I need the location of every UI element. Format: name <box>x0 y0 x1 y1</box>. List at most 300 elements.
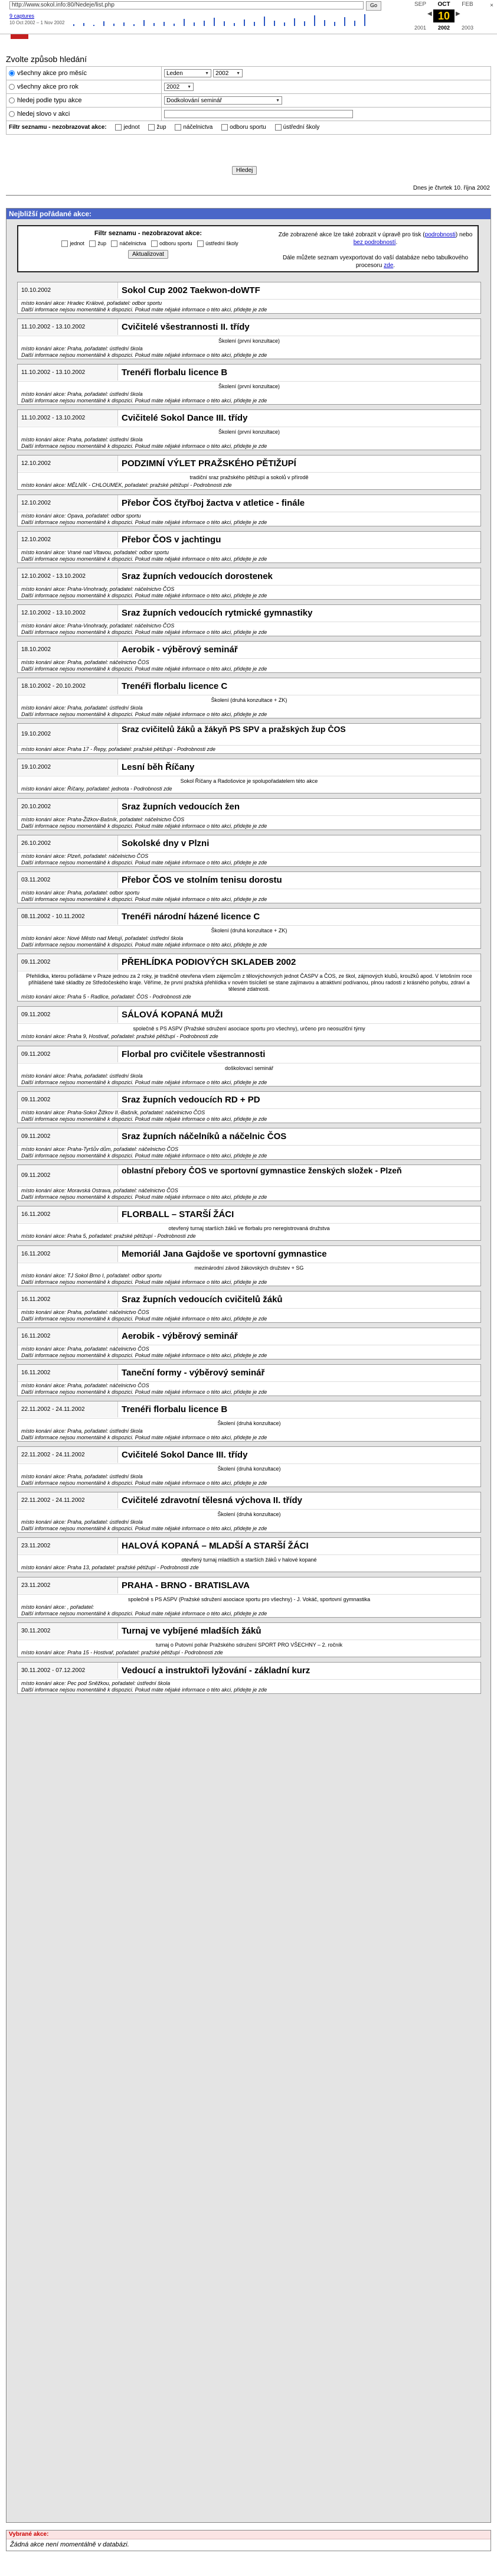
panel-filter-label: náčelnictva <box>119 240 146 246</box>
event-header <box>18 835 480 853</box>
event-note: Další informace nejsou momentálně k dispozici. Pokud máte nějaké informace o této akci, přidejte je zde <box>21 1526 267 1531</box>
filter-label-odbor-sportu: odboru sportu <box>230 124 266 131</box>
event-date: 12.10.2002 - 13.10.2002 <box>18 568 118 584</box>
event-meta: místo konání akce: Praha-Tyršův dům, pořadatel: náčelnictvo ČOS <box>21 1146 178 1152</box>
event-title: Sokolské dny v Plzni <box>122 838 210 848</box>
event-title: PRAHA - BRNO - BRATISLAVA <box>122 1580 250 1591</box>
event-title: Cvičitelé Sokol Dance III. třídy <box>122 1450 248 1460</box>
event-card <box>17 1622 481 1657</box>
event-note: Další informace nejsou momentálně k dispozici. Pokud máte nějaké informace o této akci, přidejte je zde <box>21 1687 267 1693</box>
search-row-type <box>6 94 491 108</box>
event-header <box>18 1128 480 1146</box>
event-title: Cvičitelé všestrannosti II. třídy <box>122 322 250 332</box>
event-meta: místo konání akce: Praha, pořadatel: náčelnictvo ČOS <box>21 1346 149 1352</box>
selected-events-empty: Žádná akce není momentálně v databázi. <box>10 2541 129 2548</box>
year-select[interactable]: 2002 ▼ <box>213 69 243 77</box>
event-title: Sraz župních vedoucích cvičitelů žáků <box>122 1294 283 1305</box>
filter-label-jednot: jednot <box>123 124 140 131</box>
event-title: Sraz župních vedoucích dorostenek <box>122 571 273 581</box>
wayback-day-current: 10 <box>433 9 455 22</box>
wayback-capture-bar <box>334 22 335 26</box>
event-meta: místo konání akce: Praha, pořadatel: ústřední škola <box>21 1428 143 1434</box>
wayback-url-input[interactable]: http://www.sokol.info:80/Nedeje/list.php <box>9 1 364 9</box>
wayback-capture-bar <box>354 21 355 26</box>
event-header <box>18 872 480 889</box>
event-header <box>18 410 480 427</box>
event-title: PŘEHLÍDKA PODIOVÝCH SKLADEB 2002 <box>122 957 296 967</box>
wayback-go-button[interactable]: Go <box>366 1 381 11</box>
site-logo-fragment <box>11 34 28 39</box>
event-header <box>18 1578 480 1595</box>
event-card <box>17 364 481 405</box>
radio-month-label: všechny akce pro měsíc <box>17 70 87 77</box>
event-date: 16.11.2002 <box>18 1292 118 1307</box>
filter-label: Filtr seznamu - nezobrazovat akce: <box>9 124 107 131</box>
event-card <box>17 1364 481 1396</box>
event-card <box>17 908 481 949</box>
event-header <box>18 1206 480 1224</box>
search-row-word <box>6 108 491 121</box>
event-date: 16.11.2002 <box>18 1246 118 1262</box>
radio-word[interactable] <box>9 111 15 117</box>
panel-filter-checkboxes <box>24 240 272 247</box>
event-meta: místo konání akce: Praha-Žižkov-Bašník, pořadatel: náčelnictvo ČOS <box>21 817 185 822</box>
event-description: otevřený turnaj mladších a starších žáků v halové kopané <box>181 1557 317 1563</box>
event-meta: místo konání akce: Moravská Ostrava, pořadatel: náčelnictvo ČOS <box>21 1188 178 1193</box>
print-details-link[interactable]: podrobnosti <box>424 232 456 238</box>
event-title: Sraz cvičitelů žáků a žákyň PS SPV a pražských žup ČOS <box>122 725 346 734</box>
event-header <box>18 1623 480 1640</box>
event-meta: místo konání akce: Praha, pořadatel: odbor sportu <box>21 890 140 896</box>
event-header <box>18 1663 480 1680</box>
event-header <box>18 724 480 746</box>
wayback-capture-bar <box>274 21 275 26</box>
event-description: tradiční sraz pražského pětižupí a sokolů v přírodě <box>189 474 309 480</box>
event-meta: místo konání akce: Praha, pořadatel: ústřední škola <box>21 346 143 352</box>
radio-year[interactable] <box>9 84 15 90</box>
event-header <box>18 532 480 549</box>
event-card <box>17 409 481 450</box>
event-note: Další informace nejsou momentálně k dispozici. Pokud máte nějaké informace o této akci, přidejte je zde <box>21 1611 267 1616</box>
event-meta: místo konání akce: Praha, pořadatel: ústřední škola <box>21 391 143 397</box>
event-title: Sraz župních vedoucích RD + PD <box>122 1095 260 1105</box>
event-note: Další informace nejsou momentálně k dispozici. Pokud máte nějaké informace o této akci, přidejte je zde <box>21 1316 267 1322</box>
event-note: Další informace nejsou momentálně k dispozici. Pokud máte nějaké informace o této akci, přidejte je zde <box>21 1480 267 1486</box>
event-title: Sraz župních vedoucích žen <box>122 802 240 812</box>
wayback-prev-arrow-icon[interactable]: ◀ <box>427 11 432 17</box>
event-date: 18.10.2002 <box>18 642 118 658</box>
event-meta: místo konání akce: MĚLNÍK - CHLOUMEK, pořadatel: pražské pětižupí - Podrobnosti zde <box>21 482 232 488</box>
event-description: Školení (druhá konzultace) <box>217 1420 281 1426</box>
wayback-month-current: OCT <box>437 1 450 8</box>
wayback-capture-bar <box>83 23 84 26</box>
wayback-year-current: 2002 <box>437 25 450 31</box>
event-date: 19.10.2002 <box>18 724 118 744</box>
wayback-capture-bar <box>103 21 104 26</box>
event-date: 10.10.2002 <box>18 282 118 298</box>
wayback-capture-bar <box>234 23 235 26</box>
wayback-captures <box>9 13 34 19</box>
event-title: Cvičitelé zdravotní tělesná výchova II. třídy <box>122 1495 302 1505</box>
event-header <box>18 678 480 695</box>
event-title: Vedoucí a instruktoři lyžování - základní kurz <box>122 1666 310 1676</box>
event-meta: místo konání akce: Praha-Vinohrady, pořadatel: náčelnictvo ČOS <box>21 586 175 592</box>
event-header <box>18 909 480 926</box>
event-header <box>18 1046 480 1063</box>
event-card <box>17 1662 481 1694</box>
event-description: mezinárodní závod žákovských družstev + SG <box>194 1265 304 1271</box>
event-date: 11.10.2002 - 13.10.2002 <box>18 365 118 380</box>
event-card <box>17 1128 481 1160</box>
event-date: 12.10.2002 - 13.10.2002 <box>18 605 118 621</box>
print-no-details-link[interactable]: bez podrobností <box>353 239 396 246</box>
event-header <box>18 319 480 336</box>
radio-type-label: hledej podle typu akce <box>17 97 82 104</box>
wayback-month-next[interactable]: FEB <box>462 1 473 8</box>
event-title: FLORBALL – STARŠÍ ŽÁCI <box>122 1209 234 1219</box>
event-header <box>18 1292 480 1309</box>
wayback-capture-bar <box>284 22 285 26</box>
event-note: Další informace nejsou momentálně k dispozici. Pokud máte nějaké informace o této akci, přidejte je zde <box>21 307 267 313</box>
wayback-capture-bar <box>244 19 245 26</box>
event-note: Další informace nejsou momentálně k dispozici. Pokud máte nějaké informace o této akci, přidejte je zde <box>21 519 267 525</box>
event-date: 16.11.2002 <box>18 1206 118 1222</box>
wayback-capture-bar <box>164 22 165 26</box>
type-select[interactable]: Dodkolování seminář ▼ <box>164 96 282 105</box>
event-meta: místo konání akce: Praha 13, pořadatel: pražské pětižupí - Podrobnosti zde <box>21 1565 199 1570</box>
event-meta: místo konání akce: Praha-Sokol Žižkov II.-Bašník, pořadatel: náčelnictvo ČOS <box>21 1110 205 1115</box>
event-card <box>17 759 481 793</box>
event-card <box>17 1446 481 1487</box>
event-card <box>17 1291 481 1323</box>
event-meta: místo konání akce: Praha, pořadatel: náčelnictvo ČOS <box>21 1383 149 1388</box>
event-card <box>17 835 481 867</box>
event-header <box>18 365 480 382</box>
event-date: 09.11.2002 <box>18 1128 118 1144</box>
event-title: Přebor ČOS čtyřboj žactva v atletice - finále <box>122 498 305 508</box>
event-meta: místo konání akce: Pec pod Sněžkou, pořadatel: ústřední škola <box>21 1680 171 1686</box>
event-note: Další informace nejsou momentálně k dispozici. Pokud máte nějaké informace o této akci, přidejte je zde <box>21 1435 267 1440</box>
wayback-capture-bar <box>344 17 345 26</box>
event-date: 20.10.2002 <box>18 799 118 815</box>
event-header <box>18 456 480 473</box>
event-date: 08.11.2002 - 10.11.2002 <box>18 909 118 925</box>
event-card <box>17 1245 481 1286</box>
event-header <box>18 1165 480 1187</box>
event-card <box>17 678 481 718</box>
event-header <box>18 954 480 971</box>
event-meta: místo konání akce: Praha, pořadatel: ústřední škola <box>21 1474 143 1479</box>
event-note: Další informace nejsou momentálně k dispozici. Pokud máte nějaké informace o této akci, přidejte je zde <box>21 942 267 948</box>
panel-filter-label: jednot <box>70 240 84 246</box>
wayback-capture-bar <box>254 22 255 26</box>
wayback-toolbar <box>0 0 497 34</box>
event-description: Školení (první konzultace) <box>218 383 280 389</box>
event-title: Florbal pro cvičitele všestrannosti <box>122 1049 266 1059</box>
filter-label-nacelnictva: náčelnictva <box>183 124 213 131</box>
event-date: 30.11.2002 - 07.12.2002 <box>18 1663 118 1679</box>
event-date: 16.11.2002 <box>18 1328 118 1344</box>
event-description: Přehlídka, kterou pořádáme v Praze jednou za 2 roky, je tradičně otevřena všem zájemcům z tělovýchovných jednot ČASPV a ČOS, ze škol, zájmových klubů, kroužků apod. V letošním roce přihlášené také skladby ze Středočeského kraje. Věříme, že první pražská přehlídka v novém tisíciletí se stane zajímavou a atraktivní podívanou, plnou radosti z krásného pohybu, zdraví a tělesné zdatnosti. <box>26 973 472 992</box>
event-meta: místo konání akce: Praha 17 - Řepy, pořadatel: pražské pětižupí - Podrobnosti zde <box>21 746 216 752</box>
wayback-capture-graph[interactable] <box>71 13 378 26</box>
event-card <box>17 455 481 490</box>
year-only-select[interactable]: 2002 ▼ <box>164 83 194 91</box>
panel-filter-label: odboru sportu <box>159 240 192 246</box>
event-card <box>17 723 481 754</box>
event-description: Školení (první konzultace) <box>218 429 280 435</box>
event-description: společně s PS ASPV (Pražské sdružení asociace sportu pro všechny) - J. Vokáč, sportovní gymnastika <box>127 1596 371 1602</box>
event-meta: místo konání akce: Nové Město nad Metují, pořadatel: ústřední škola <box>21 935 184 941</box>
search-row-month <box>6 67 491 80</box>
event-card <box>17 1091 481 1123</box>
event-header <box>18 495 480 512</box>
event-title: Turnaj ve vybíjené mladších žáků <box>122 1626 261 1636</box>
wayback-capture-bar <box>113 24 115 26</box>
event-meta: místo konání akce: Praha, pořadatel: ústřední škola <box>21 437 143 443</box>
selected-events-box <box>6 2530 491 2551</box>
event-date: 09.11.2002 <box>18 1046 118 1062</box>
event-header <box>18 799 480 816</box>
panel-filter-box <box>17 225 479 272</box>
event-header <box>18 1538 480 1555</box>
close-icon[interactable]: × <box>490 2 493 9</box>
event-date: 12.10.2002 <box>18 532 118 548</box>
wayback-captures-link[interactable]: 9 captures <box>9 13 35 19</box>
event-note: Další informace nejsou momentálně k dispozici. Pokud máte nějaké informace o této akci, přidejte je zde <box>21 711 267 717</box>
event-meta: místo konání akce: , pořadatel: <box>21 1604 94 1610</box>
event-header <box>18 1246 480 1263</box>
event-note: Další informace nejsou momentálně k dispozici. Pokud máte nějaké informace o této akci, přidejte je zde <box>21 1279 267 1285</box>
event-note: Další informace nejsou momentálně k dispozici. Pokud máte nějaké informace o této akci, přidejte je zde <box>21 556 267 562</box>
wayback-capture-bar <box>314 15 315 26</box>
wayback-capture-bar <box>153 23 155 26</box>
event-date: 03.11.2002 <box>18 872 118 888</box>
event-description: Školení (druhá konzultace) <box>217 1511 281 1517</box>
event-date: 22.11.2002 - 24.11.2002 <box>18 1401 118 1417</box>
event-note: Další informace nejsou momentálně k dispozici. Pokud máte nějaké informace o této akci, přidejte je zde <box>21 629 267 635</box>
chevron-down-icon: ▼ <box>276 99 280 103</box>
event-meta: místo konání akce: Plzeň, pořadatel: náčelnictvo ČOS <box>21 853 149 859</box>
filter-checkbox-ustredni-skoly[interactable] <box>275 124 282 131</box>
panel-filter-checkbox-odbor-sportu[interactable] <box>151 240 158 247</box>
wayback-capture-bar <box>133 24 135 26</box>
selected-events-title: Vybrané akce: <box>6 2531 491 2539</box>
filter-label-zup: žup <box>156 124 166 131</box>
event-card <box>17 871 481 903</box>
event-meta: místo konání akce: Říčany, pořadatel: jednota - Podrobnosti zde <box>21 786 172 792</box>
event-meta: místo konání akce: Vrané nad Vltavou, pořadatel: odbor sportu <box>21 549 169 555</box>
event-title: Trenéři florbalu licence B <box>122 1404 228 1414</box>
event-card <box>17 282 481 314</box>
chevron-down-icon: ▼ <box>236 71 241 76</box>
event-card <box>17 604 481 636</box>
event-card <box>17 1165 481 1201</box>
event-note: Další informace nejsou momentálně k dispozici. Pokud máte nějaké informace o této akci, přidejte je zde <box>21 1079 267 1085</box>
event-meta: místo konání akce: Praha, pořadatel: náčelnictvo ČOS <box>21 1309 149 1315</box>
event-note: Další informace nejsou momentálně k dispozici. Pokud máte nějaké informace o této akci, přidejte je zde <box>21 1352 267 1358</box>
wayback-capture-bar <box>204 21 205 26</box>
event-date: 18.10.2002 - 20.10.2002 <box>18 678 118 694</box>
event-description: Školení (druhá konzultace + ZK) <box>211 697 287 703</box>
chevron-down-icon: ▼ <box>187 85 191 89</box>
event-card <box>17 1537 481 1572</box>
event-card <box>17 641 481 673</box>
event-title: Trenéři florbalu licence C <box>122 681 228 691</box>
event-header <box>18 1365 480 1382</box>
event-note: Další informace nejsou momentálně k dispozici. Pokud máte nějaké informace o této akci, přidejte je zde <box>21 352 267 358</box>
event-title: oblastní přebory ČOS ve sportovní gymnastice ženských složek - Plzeň <box>122 1166 402 1175</box>
event-title: Sokol Cup 2002 Taekwon-doWTF <box>122 285 260 295</box>
event-meta: místo konání akce: Hradec Králové, pořadatel: odbor sportu <box>21 300 162 306</box>
event-date: 09.11.2002 <box>18 1092 118 1108</box>
event-date: 11.10.2002 - 13.10.2002 <box>18 410 118 426</box>
event-description: Sokol Říčany a Radošovice je spolupořadatelem této akce <box>180 778 318 784</box>
wayback-capture-bar <box>294 18 295 26</box>
filter-label-ustredni-skoly: ústřední školy <box>283 124 320 131</box>
export-link[interactable]: zde <box>384 262 394 269</box>
panel-filter-checkbox-ustredni-skoly[interactable] <box>197 240 204 247</box>
event-meta: místo konání akce: Praha 5, pořadatel: pražské pětižupí - Podrobnosti zde <box>21 1233 196 1239</box>
wayback-capture-bar <box>123 22 125 26</box>
event-meta: místo konání akce: Praha, pořadatel: ústřední škola <box>21 1519 143 1525</box>
event-date: 09.11.2002 <box>18 954 118 970</box>
event-date: 23.11.2002 <box>18 1538 118 1554</box>
event-date: 09.11.2002 <box>18 1007 118 1023</box>
event-card <box>17 1401 481 1442</box>
event-header <box>18 642 480 659</box>
event-header <box>18 1007 480 1024</box>
radio-year-label: všechny akce pro rok <box>17 83 79 90</box>
event-note: Další informace nejsou momentálně k dispozici. Pokud máte nějaké informace o této akci, přidejte je zde <box>21 398 267 404</box>
event-note: Další informace nejsou momentálně k dispozici. Pokud máte nějaké informace o této akci, přidejte je zde <box>21 860 267 866</box>
event-header <box>18 1328 480 1345</box>
event-title: PODZIMNÍ VÝLET PRAŽSKÉHO PĚTIŽUPÍ <box>122 458 296 469</box>
event-meta: místo konání akce: Praha-Vinohrady, pořadatel: náčelnictvo ČOS <box>21 623 175 629</box>
search-heading: Zvolte způsob hledání <box>6 54 87 64</box>
panel-filter-checkbox-jednot[interactable] <box>61 240 68 247</box>
event-title: SÁLOVÁ KOPANÁ MUŽI <box>122 1010 223 1020</box>
filter-checkbox-odbor-sportu[interactable] <box>221 124 228 131</box>
event-card <box>17 954 481 1001</box>
event-header <box>18 1492 480 1510</box>
event-note: Další informace nejsou momentálně k dispozici. Pokud máte nějaké informace o této akci, přidejte je zde <box>21 1153 267 1159</box>
event-note: Další informace nejsou momentálně k dispozici. Pokud máte nějaké informace o této akci, přidejte je zde <box>21 1389 267 1395</box>
event-meta: místo konání akce: Praha 15 - Hostivař, pořadatel: pražské pětižupí - Podrobnosti zde <box>21 1650 223 1655</box>
events-panel-title: Nejbližší pořádané akce: <box>6 209 491 219</box>
event-title: Přebor ČOS v jachtingu <box>122 535 221 545</box>
event-card <box>17 568 481 600</box>
wayback-next-arrow-icon[interactable]: ▶ <box>456 11 460 17</box>
panel-filter-label: žup <box>97 240 106 246</box>
wayback-month-prev[interactable]: SEP <box>414 1 426 8</box>
event-meta: místo konání akce: Opava, pořadatel: odbor sportu <box>21 513 141 519</box>
radio-type[interactable] <box>9 97 15 103</box>
wayback-year-next[interactable]: 2003 <box>461 25 474 31</box>
today-date: Dnes je čtvrtek 10. října 2002 <box>413 185 490 191</box>
event-note: Další informace nejsou momentálně k dispozici. Pokud máte nějaké informace o této akci, přidejte je zde <box>21 593 267 599</box>
event-card <box>17 1046 481 1087</box>
event-card <box>17 495 481 526</box>
search-word-input[interactable] <box>164 110 353 118</box>
event-title: Aerobik - výběrový seminář <box>122 645 238 655</box>
event-card <box>17 1492 481 1533</box>
search-button[interactable]: Hledej <box>232 166 257 175</box>
panel-filter-checkbox-nacelnictva[interactable] <box>111 240 117 247</box>
radio-month[interactable] <box>9 70 15 76</box>
event-note: Další informace nejsou momentálně k dispozici. Pokud máte nějaké informace o této akci, přidejte je zde <box>21 1194 267 1200</box>
wayback-year-prev[interactable]: 2001 <box>414 25 427 31</box>
event-meta: místo konání akce: Praha 5 - Radlice, pořadatel: ČOS - Podrobnosti zde <box>21 994 191 1000</box>
month-select[interactable]: Leden ▼ <box>164 69 211 77</box>
event-title: Trenéři národní házené licence C <box>122 912 260 922</box>
filter-checkbox-zup[interactable] <box>148 124 155 131</box>
event-description: turnaj o Putovní pohár Pražského sdružení SPORT PRO VŠECHNY – 2. ročník <box>155 1642 343 1648</box>
wayback-capture-bar <box>264 17 265 26</box>
event-meta: místo konání akce: Praha, pořadatel: ústřední škola <box>21 705 143 711</box>
event-description: společně s PS ASPV (Pražské sdružení asociace sportu pro všechny), určeno pro neosuzlční týmy <box>133 1026 365 1032</box>
divider <box>6 195 491 196</box>
event-date: 30.11.2002 <box>18 1623 118 1639</box>
event-title: Trenéři florbalu licence B <box>122 367 228 378</box>
event-header <box>18 605 480 622</box>
event-meta: místo konání akce: Praha 9, Hostivař, pořadatel: pražské pětižupí - Podrobnosti zde <box>21 1033 218 1039</box>
event-meta: místo konání akce: TJ Sokol Brno I, pořadatel: odbor sportu <box>21 1273 162 1279</box>
filter-checkbox-jednot[interactable] <box>115 124 122 131</box>
event-date: 19.10.2002 <box>18 759 118 775</box>
wayback-capture-bar <box>214 18 215 26</box>
event-title: Sraz župních vedoucích rytmické gymnastiky <box>122 608 313 618</box>
event-header <box>18 1401 480 1419</box>
panel-filter-title: Filtr seznamu - nezobrazovat akce: <box>94 230 202 237</box>
event-date: 09.11.2002 <box>18 1165 118 1186</box>
wayback-capture-bar <box>93 25 94 26</box>
wayback-capture-bar <box>194 22 195 26</box>
event-card <box>17 318 481 359</box>
event-description: Školení (první konzultace) <box>218 338 280 344</box>
event-date: 23.11.2002 <box>18 1578 118 1593</box>
search-row-year <box>6 80 491 94</box>
event-title: Aerobik - výběrový seminář <box>122 1331 238 1341</box>
event-description: Školení (druhá konzultace + ZK) <box>211 928 287 934</box>
update-button[interactable]: Aktualizovat <box>128 250 168 259</box>
event-header <box>18 1447 480 1464</box>
event-title: Lesní běh Říčany <box>122 762 195 772</box>
event-note: Další informace nejsou momentálně k dispozici. Pokud máte nějaké informace o této akci, přidejte je zde <box>21 666 267 672</box>
wayback-capture-bar <box>304 21 305 26</box>
event-card <box>17 1328 481 1359</box>
event-card <box>17 531 481 563</box>
event-card <box>17 798 481 830</box>
event-header <box>18 568 480 586</box>
event-title: Memoriál Jana Gajdoše ve sportovní gymnastice <box>122 1249 327 1259</box>
radio-word-label: hledej slovo v akci <box>17 110 70 118</box>
panel-filter-checkbox-zup[interactable] <box>89 240 96 247</box>
wayback-capture-bar <box>184 19 185 26</box>
event-card <box>17 1006 481 1041</box>
event-card <box>17 1577 481 1618</box>
filter-checkbox-nacelnictva[interactable] <box>175 124 181 131</box>
wayback-capture-bar <box>174 24 175 26</box>
wayback-capture-bar <box>73 24 74 26</box>
event-date: 12.10.2002 <box>18 456 118 471</box>
chevron-down-icon: ▼ <box>205 71 209 76</box>
event-date: 26.10.2002 <box>18 835 118 851</box>
event-date: 12.10.2002 <box>18 495 118 511</box>
event-description: otevřený turnaj starších žáků ve florbalu pro neregistrovaná družstva <box>168 1225 330 1231</box>
event-meta: místo konání akce: Praha, pořadatel: ústřední škola <box>21 1073 143 1079</box>
event-description: Školení (druhá konzultace) <box>217 1466 281 1472</box>
